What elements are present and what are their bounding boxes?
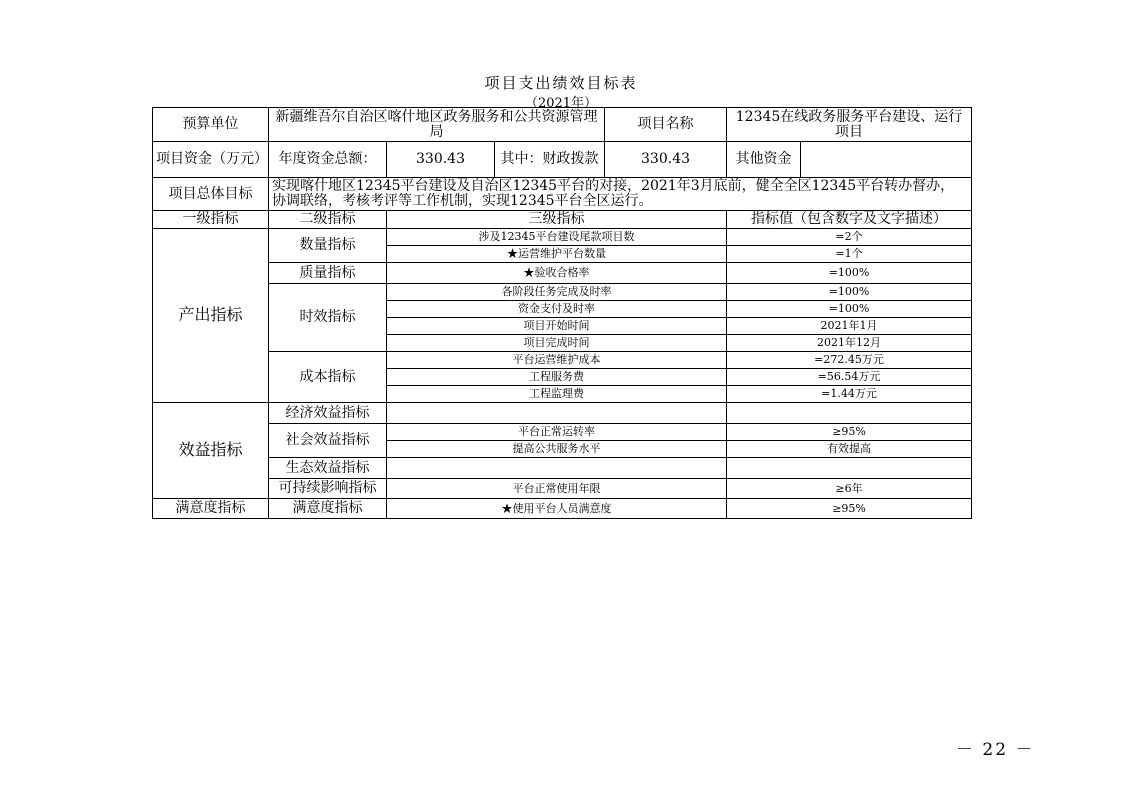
- goal-label: 项目总体目标: [153, 178, 269, 211]
- indicator-name: 工程服务费: [387, 369, 727, 386]
- indicator-value: [727, 458, 972, 479]
- indicator-value: [727, 403, 972, 424]
- indicator-name: 平台正常运转率: [387, 424, 727, 441]
- indicator-name: [387, 403, 727, 424]
- indicator-value: =56.54万元: [727, 369, 972, 386]
- budget-unit-label: 预算单位: [153, 108, 269, 142]
- indicator-name: 提高公共服务水平: [387, 441, 727, 458]
- budget-unit-value: 新疆维吾尔自治区喀什地区政务服务和公共资源管理局: [269, 108, 605, 142]
- table-year: （2021年）: [524, 96, 598, 111]
- ecological-indicator-label: 生态效益指标: [269, 458, 387, 479]
- performance-table: [152, 107, 972, 519]
- indicator-value: ≥6年: [727, 479, 972, 499]
- economic-indicator-label: 经济效益指标: [269, 403, 387, 424]
- benefit-indicator-label: 效益指标: [153, 403, 269, 499]
- output-indicator-label: 产出指标: [153, 229, 269, 403]
- indicator-name: ★运营维护平台数量: [387, 246, 727, 263]
- indicator-name: 项目开始时间: [387, 318, 727, 335]
- indicator-name: 平台运营维护成本: [387, 352, 727, 369]
- page-number: － 22 －: [956, 740, 1035, 760]
- timeliness-indicator-label: 时效指标: [269, 284, 387, 352]
- sustainable-indicator-label: 可持续影响指标: [269, 479, 387, 499]
- indicator-name: 资金支付及时率: [387, 301, 727, 318]
- social-indicator-label: 社会效益指标: [269, 424, 387, 458]
- other-funds-label: 其他资金: [727, 142, 801, 178]
- indicator-name: 各阶段任务完成及时率: [387, 284, 727, 301]
- indicator-value: =100%: [727, 284, 972, 301]
- table-title: 项目支出绩效目标表: [484, 74, 638, 92]
- indicator-name: 项目完成时间: [387, 335, 727, 352]
- indicator-value: =272.45万元: [727, 352, 972, 369]
- indicator-value: ≥95%: [727, 499, 972, 519]
- annual-total-label: 年度资金总额：: [269, 142, 387, 178]
- satisfaction-sub-label: 满意度指标: [269, 499, 387, 519]
- goal-value: 实现喀什地区12345平台建设及自治区12345平台的对接，2021年3月底前，健全全区12345平台转办督办，协调联络，考核考评等工作机制，实现12345平台全区运行。: [269, 178, 972, 211]
- indicator-name: 涉及12345平台建设尾款项目数: [387, 229, 727, 246]
- header-level2: 二级指标: [269, 211, 387, 229]
- indicator-value: 有效提高: [727, 441, 972, 458]
- indicator-value: =1.44万元: [727, 386, 972, 403]
- project-name-value: 12345在线政务服务平台建设、运行项目: [727, 108, 972, 142]
- indicator-value: =100%: [727, 301, 972, 318]
- quantity-indicator-label: 数量指标: [269, 229, 387, 263]
- indicator-value: =100%: [727, 263, 972, 284]
- quality-indicator-label: 质量指标: [269, 263, 387, 284]
- indicator-value: ≥95%: [727, 424, 972, 441]
- fiscal-value: 330.43: [605, 142, 727, 178]
- indicator-name: [387, 458, 727, 479]
- indicator-value: 2021年1月: [727, 318, 972, 335]
- header-level3: 三级指标: [387, 211, 727, 229]
- indicator-value: 2021年12月: [727, 335, 972, 352]
- header-value: 指标值（包含数字及文字描述）: [727, 211, 972, 229]
- cost-indicator-label: 成本指标: [269, 352, 387, 403]
- annual-total-value: 330.43: [387, 142, 495, 178]
- indicator-value: =1个: [727, 246, 972, 263]
- indicator-value: =2个: [727, 229, 972, 246]
- fiscal-label: 其中：财政拨款: [495, 142, 605, 178]
- indicator-name: 平台正常使用年限: [387, 479, 727, 499]
- indicator-name: ★验收合格率: [387, 263, 727, 284]
- funds-label: 项目资金（万元）: [153, 142, 269, 178]
- satisfaction-indicator-label: 满意度指标: [153, 499, 269, 519]
- indicator-name: ★使用平台人员满意度: [387, 499, 727, 519]
- indicator-name: 工程监理费: [387, 386, 727, 403]
- header-level1: 一级指标: [153, 211, 269, 229]
- other-funds-value: [801, 142, 972, 178]
- project-name-label: 项目名称: [605, 108, 727, 142]
